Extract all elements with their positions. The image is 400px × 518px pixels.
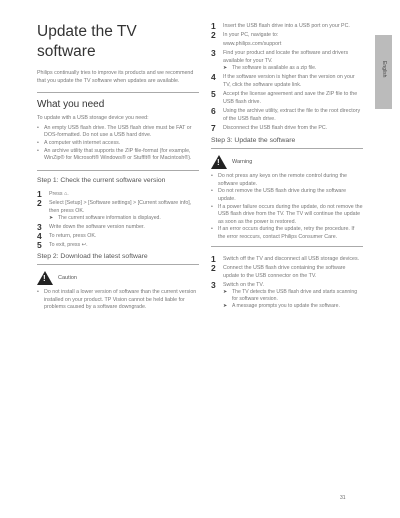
step-result [223,289,363,303]
section-divider [211,246,363,247]
step-number: 6 [211,106,216,117]
bullet-text: If an error occurs during the update, retry the procedure. If the error reoccurs, contact Philips Consumer Care. [218,226,355,240]
page-title: Update the TV software [37,23,137,60]
need-intro: To update with a USB storage device you need: [37,115,149,122]
caution-label: Caution [58,274,77,281]
arrow-icon: ➤ [223,288,228,295]
step-text: Switch off the TV and disconnect all USB storage devices. [223,255,360,262]
step-item [211,22,363,30]
bullet-text: An empty USB flash drive. The USB flash drive must be FAT or DOS-formatted. Do not use a USB hard drive. [44,124,192,139]
step-item [211,124,363,132]
step-item [211,73,363,89]
warning-header [211,155,363,169]
step-result [223,65,363,72]
step-number: 5 [211,89,216,100]
step-result-text: The current software information is displayed. [58,214,161,221]
bullet-icon: • [37,139,39,146]
step2-title: Step 2: Download the latest software [37,252,148,260]
step-text: Press ⌂. [49,190,69,197]
bullet-item [211,173,363,188]
bullet-item [211,188,363,203]
step-text: If the software version is higher than the version on your TV, click the software update link. [223,74,355,89]
bullet-item [37,140,199,148]
caution-list [37,289,199,312]
page-number: 31 [340,495,346,501]
warning-icon: ! [211,155,227,169]
step-number: 2 [211,262,216,273]
step-item [37,199,199,222]
step-text: To exit, press ↩. [49,241,88,248]
intro-paragraph: Philips continually tries to improve its products and we recommend that you update the TV software when updates are available. [37,70,194,84]
bullet-item [211,226,363,241]
step-result-text: A message prompts you to update the software. [232,302,340,309]
bullet-icon: • [37,147,39,154]
step-number: 5 [37,239,42,250]
step-item [37,232,199,240]
step-text: Find your product and locate the software and drivers available for your TV. [223,50,349,64]
step-text: Connect the USB flash drive containing the software update to the USB connector on the TV. [223,264,346,279]
step-number: 2 [37,197,42,208]
bullet-text: Do not install a lower version of software than the current version installed on your product. TP Vision cannot be held liable for problems caused by a software downgrade. [44,288,197,311]
bullet-icon: • [37,124,39,131]
step-text: Insert the USB flash drive into a USB port on your PC. [223,23,350,29]
step-item [211,281,363,311]
step-text: In your PC, navigate to: [223,32,279,38]
step1-list [37,190,199,249]
right-column [211,22,363,311]
step-number: 3 [211,279,216,290]
step-item [37,190,199,198]
step-text: Select [Setup] > [Software settings] > [Current software info], then press OK. [49,199,192,214]
bullet-icon: • [211,188,213,195]
bullet-icon: • [211,173,213,180]
step-number: 4 [211,72,216,83]
bullet-icon: • [211,203,213,210]
need-list [37,125,199,163]
step3-title: Step 3: Update the software [211,137,296,145]
step-item [37,223,199,231]
bullet-text: An archive utility that supports the ZIP file-format (for example, WinZip® for Microsoft® Windows® or StuffIt® for Macintosh®). [44,147,192,162]
step-text: To return, press OK. [49,232,97,239]
step-result [223,303,363,310]
step-item [211,264,363,280]
warning-label: Warning [232,159,253,166]
bullet-text: If a power failure occurs during the update, do not remove the USB flash drive from the TV. The TV will continue the update as soon as the power is restored. [218,203,363,225]
bullet-item [37,148,199,163]
step-result-text: The TV detects the USB flash drive and starts scanning for software version. [232,288,358,302]
bullet-item [37,289,199,312]
step-item [37,241,199,249]
step-number: 2 [211,30,216,40]
step-number: 4 [37,230,42,241]
step-number: 3 [211,48,216,58]
arrow-icon: ➤ [223,302,228,309]
step-item [211,90,363,106]
bullet-text: Do not press any keys on the remote control during the software update. [218,173,347,187]
step-text: Using the archive utility, extract the file to the root directory of the USB flash drive. [223,108,361,123]
section-divider [211,148,363,149]
step-item [211,49,363,72]
step-number: 1 [211,253,216,264]
step-item [211,107,363,123]
need-title: What you need [37,99,105,111]
step-number: 3 [37,221,42,232]
step-text: Write down the software version number. [49,223,145,230]
bullet-item [211,204,363,227]
section-divider [37,264,199,265]
section-divider [37,92,199,93]
step-text: www.philips.com/support [223,41,282,47]
step-number: 1 [211,21,216,31]
step-result-text: The software is available as a zip file. [232,65,317,71]
bullet-text: Do not remove the USB flash drive during the software update. [218,188,347,202]
step-item [211,255,363,263]
language-tab [375,35,392,109]
step-text: Switch on the TV. [223,281,264,288]
update-steps [211,255,363,311]
warning-list [211,173,363,241]
caution-icon: ! [37,271,53,285]
bullet-text: A computer with internet access. [44,139,121,146]
arrow-icon: ➤ [49,214,54,221]
section-divider [37,170,199,171]
caution-header [37,271,199,285]
left-column [37,22,199,312]
step-result [49,215,199,222]
step-number: 1 [37,188,42,199]
step-item [211,40,363,48]
download-steps [211,22,363,132]
bullet-icon: • [37,288,39,295]
step-text: Disconnect the USB flash drive from the PC. [223,125,328,132]
bullet-item [37,125,199,140]
bullet-icon: • [211,226,213,233]
step1-title: Step 1: Check the current software version [37,176,166,184]
language-tab-label: English [381,61,387,78]
step-number: 7 [211,123,216,134]
step-text: Accept the license agreement and save the ZIP file to the USB flash drive. [223,91,358,106]
step-item [211,31,363,39]
arrow-icon: ➤ [223,65,228,71]
